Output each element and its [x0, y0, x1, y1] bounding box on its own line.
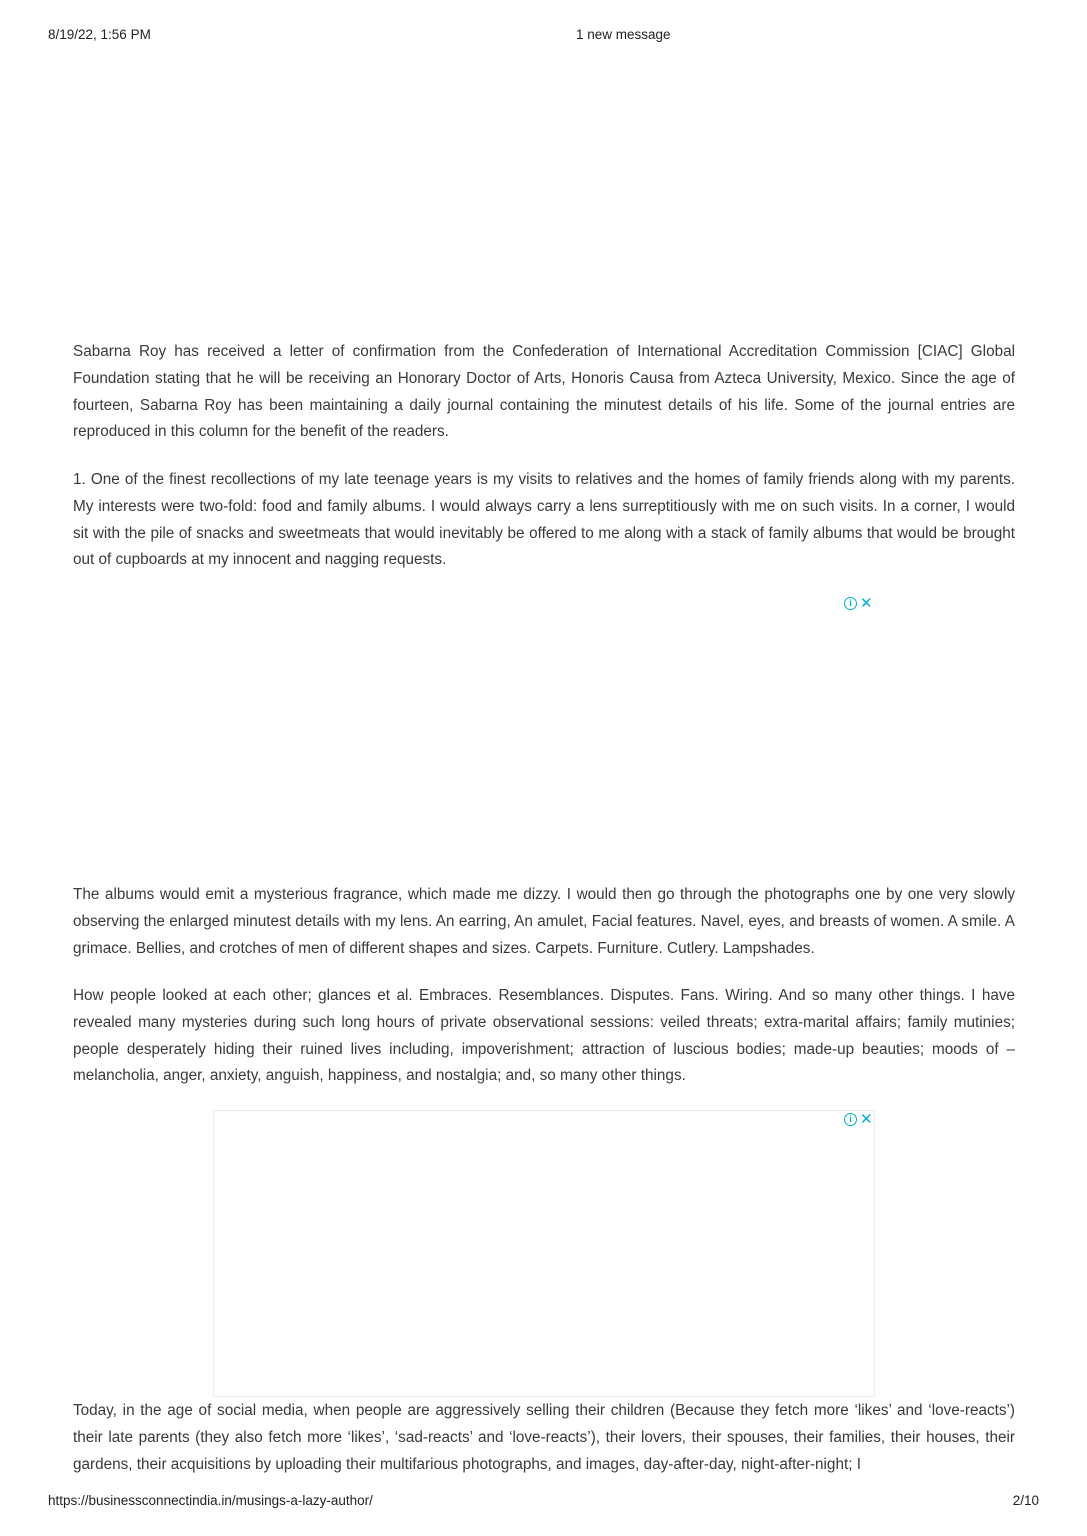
info-icon[interactable]: i — [844, 1113, 857, 1126]
page-url: https://businessconnectindia.in/musings-a-lazy-author/ — [48, 1493, 373, 1508]
page-number: 2/10 — [1012, 1493, 1039, 1508]
article-intro — [73, 339, 1015, 446]
paragraph-4: Today, in the age of social media, when people are aggressively selling their children (Because they fetch more ‘likes’ and ‘love-reacts’) their late parents (they also fetch more ‘likes’, ‘sad-reacts’ and ‘love-reacts’), their lovers, their spouses, their families, their houses, their gardens, their acquisitions by uploading their multifarious photographs, and images, day-after-day, night-after-night; I — [73, 1402, 1015, 1473]
intro-paragraph: Sabarna Roy has received a letter of confirmation from the Confederation of International Accreditation Commission [CIAC] Global Foundation stating that he will be receiving an Honorary Doctor of Arts, Honoris Causa from Azteca University, Mexico. Since the age of fourteen, Sabarna Roy has been maintaining a daily journal containing the minutest details of his life. Some of the journal entries are reproduced in this column for the benefit of the readers. — [73, 343, 1015, 441]
print-header — [48, 27, 1039, 45]
paragraph-3: How people looked at each other; glances et al. Embraces. Resemblances. Disputes. Fans. Wiring. And so many other things. I have revealed many mysteries during such long hours of private observational sessions: veiled threats; extra-marital affairs; family mutinies; people desperately hiding their ruined lives including, impoverishment; attraction of luscious bodies; made-up beauties; moods of – melancholia, anger, anxiety, anguish, happiness, and nostalgia; and, so many other things. — [73, 987, 1015, 1085]
article-entry-4 — [73, 1398, 1015, 1478]
ad-choices-2[interactable] — [844, 1110, 873, 1128]
ad-choices-1[interactable] — [844, 594, 873, 612]
article-entry-3 — [73, 983, 1015, 1090]
article-entry-1 — [73, 467, 1015, 574]
paragraph-2: The albums would emit a mysterious fragrance, which made me dizzy. I would then go through the photographs one by one very slowly observing the enlarged minutest details with my lens. An earring, An amulet, Facial features. Navel, eyes, and breasts of women. A smile. A grimace. Bellies, and crotches of men of different shapes and sizes. Carpets. Furniture. Cutlery. Lampshades. — [73, 886, 1015, 957]
info-icon[interactable]: i — [844, 597, 857, 610]
article-entry-2 — [73, 882, 1015, 962]
print-footer — [48, 1493, 1039, 1511]
close-icon[interactable]: ✕ — [860, 594, 873, 612]
close-icon[interactable]: ✕ — [860, 1110, 873, 1128]
print-datetime: 8/19/22, 1:56 PM — [48, 27, 151, 42]
print-page-title: 1 new message — [576, 27, 671, 42]
ad-frame[interactable] — [213, 1110, 875, 1397]
paragraph-1: 1. One of the finest recollections of my late teenage years is my visits to relatives and the homes of family friends along with my parents. My interests were two-fold: food and family albums. I would always carry a lens surreptitiously with me on such visits. In a corner, I would sit with the pile of snacks and sweetmeats that would inevitably be offered to me along with a stack of family albums that would be brought out of cupboards at my innocent and nagging requests. — [73, 471, 1015, 569]
